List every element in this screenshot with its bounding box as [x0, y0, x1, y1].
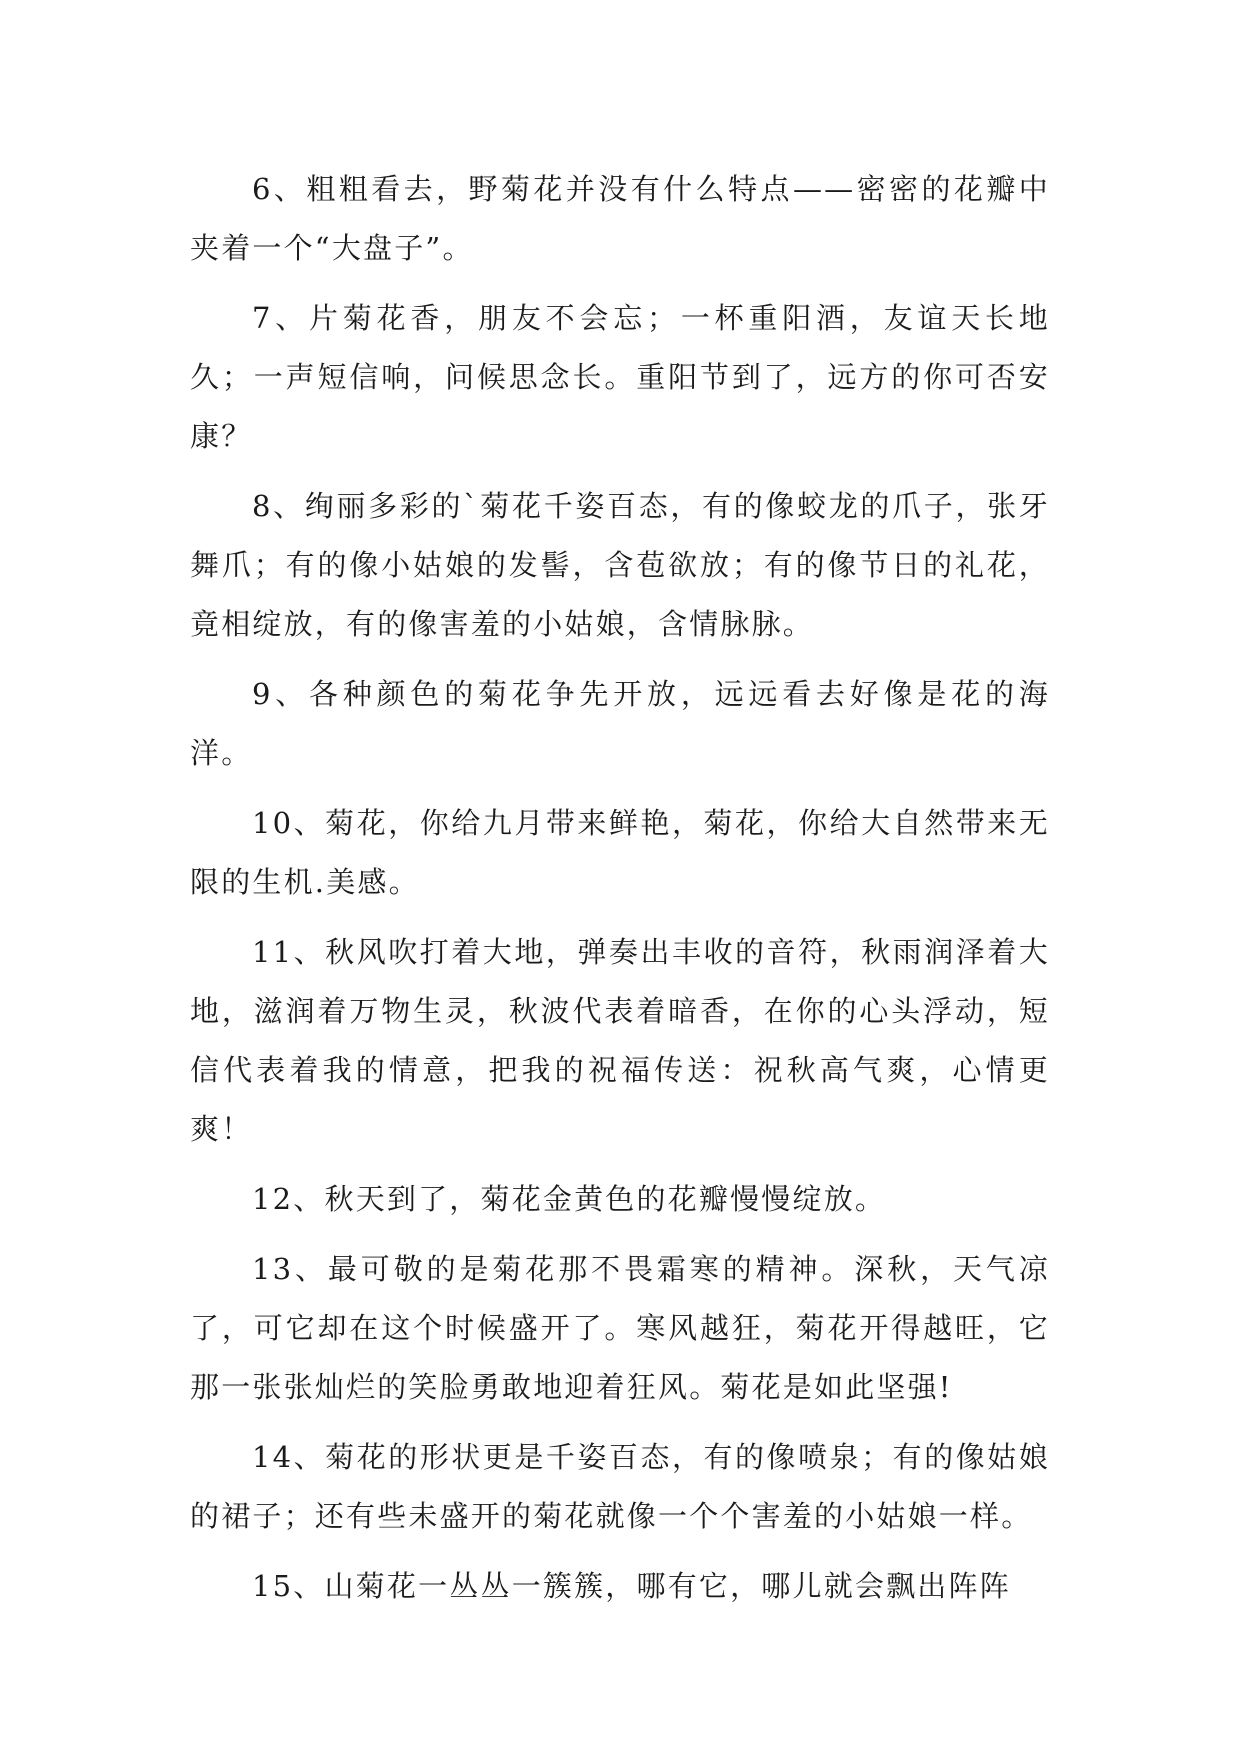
paragraph-12: 12、秋天到了，菊花金黄色的花瓣慢慢绽放。	[252, 1182, 887, 1216]
paragraph-13: 13、最可敬的是菊花那不畏霜寒的精神。深秋，天气凉了，可它却在这个时候盛开了。寒风越狂，菊花开得越旺，它那一张张灿烂的笑脸勇敢地迎着狂风。菊花是如此坚强!	[190, 1252, 1050, 1404]
paragraph-15: 15、山菊花一丛丛一簇簇，哪有它，哪儿就会飘出阵阵	[252, 1569, 1011, 1603]
paragraph-14: 14、菊花的形状更是千姿百态，有的像喷泉；有的像姑娘的裙子；还有些未盛开的菊花就像一个个害羞的小姑娘一样。	[190, 1440, 1050, 1533]
document-body	[190, 160, 1050, 1627]
paragraph-9: 9、各种颜色的菊花争先开放，远远看去好像是花的海洋。	[190, 677, 1050, 770]
paragraph-8: 8、绚丽多彩的`菊花千姿百态，有的像蛟龙的爪子，张牙舞爪；有的像小姑娘的发髻，含苞欲放；有的像节日的礼花，竟相绽放，有的像害羞的小姑娘，含情脉脉。	[190, 489, 1050, 641]
paragraph-11: 11、秋风吹打着大地，弹奏出丰收的音符，秋雨润泽着大地，滋润着万物生灵，秋波代表着暗香，在你的心头浮动，短信代表着我的情意，把我的祝福传送：祝秋高气爽，心情更爽！	[190, 935, 1050, 1146]
paragraph-6: 6、粗粗看去，野菊花并没有什么特点——密密的花瓣中夹着一个“大盘子”。	[190, 172, 1050, 265]
paragraph-7: 7、片菊花香，朋友不会忘；一杯重阳酒，友谊天长地久；一声短信响，问候思念长。重阳节到了，远方的你可否安康？	[190, 301, 1050, 453]
paragraph-10: 10、菊花，你给九月带来鲜艳，菊花，你给大自然带来无限的生机.美感。	[190, 806, 1050, 899]
